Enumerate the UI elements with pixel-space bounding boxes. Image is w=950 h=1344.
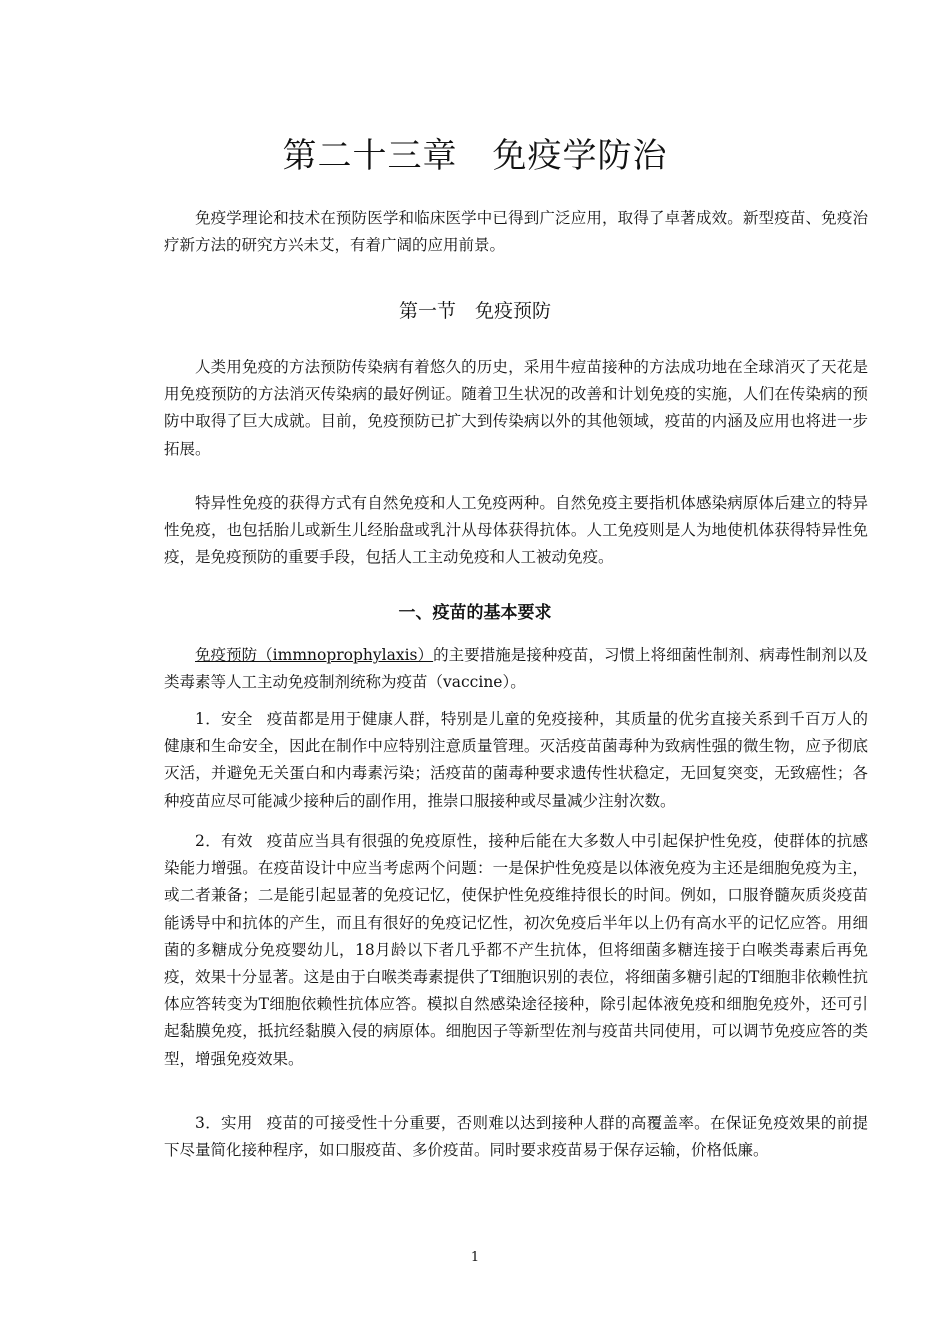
requirement-text: 疫苗都是用于健康人群，特别是儿童的免疫接种，其质量的优劣直接关系到千百万人的健康和生命安全，因此在制作中应特别注意质量管理。灭活疫苗菌毒种为致病性强的微生物，应予彻底灭活，并避免无关蛋白和内毒素污染；活疫苗的菌毒种要求遗传性状稳定，无回复突变，无致癌性；各种疫苗应尽可能减少接种后的副作用，推崇口服接种或尽量减少注射次数。 (164, 710, 868, 810)
vaccine-intro-text: 的主要措施是接种疫苗，习惯上将细菌性制剂、病毒性制剂以及类毒素等人工主动免疫制剂统称为疫苗（vaccine）。 (164, 646, 869, 692)
intro-paragraph: 免疫学理论和技术在预防医学和临床医学中已得到广泛应用，取得了卓著成效。新型疫苗、免疫治疗新方法的研究方兴未艾，有着广阔的应用前景。 (164, 209, 868, 255)
section-paragraph-2: 特异性免疫的获得方式有自然免疫和人工免疫两种。自然免疫主要指机体感染病原体后建立的特异性免疫，也包括胎儿或新生儿经胎盘或乳汁从母体获得抗体。人工免疫则是人为地使机体获得特异性免疫，是免疫预防的重要手段，包括人工主动免疫和人工被动免疫。 (164, 494, 868, 567)
requirement-heading: 1．安全 (195, 710, 253, 728)
requirement-heading: 2．有效 (195, 832, 253, 850)
requirement-heading: 3．实用 (195, 1114, 253, 1132)
section-paragraph-1: 人类用免疫的方法预防传染病有着悠久的历史，采用牛痘苗接种的方法成功地在全球消灭了天花是用免疫预防的方法消灭传染病的最好例证。随着卫生状况的改善和计划免疫的实施，人们在传染病的预防中取得了巨大成就。目前，免疫预防已扩大到传染病以外的其他领域，疫苗的内涵及应用也将进一步拓展。 (164, 358, 868, 458)
requirement-efficacy (164, 828, 868, 1073)
chapter-title: 第二十三章 免疫学防治 (282, 136, 668, 176)
vaccine-intro-paragraph (164, 642, 868, 696)
requirement-safety (164, 706, 868, 815)
section-title: 第一节 免疫预防 (398, 300, 551, 322)
requirement-text: 疫苗的可接受性十分重要，否则难以达到接种人群的高覆盖率。在保证免疫效果的前提下尽量简化接种程序，如口服疫苗、多价疫苗。同时要求疫苗易于保存运输，价格低廉。 (164, 1114, 868, 1160)
subsection-title: 一、疫苗的基本要求 (398, 603, 552, 623)
page-number: 1 (470, 1250, 480, 1265)
requirement-practicality (164, 1110, 868, 1164)
immunoprophylaxis-term: 免疫预防（immnoprophylaxis） (195, 646, 434, 664)
requirement-text: 疫苗应当具有很强的免疫原性，接种后能在大多数人中引起保护性免疫，使群体的抗感染能力增强。在疫苗设计中应当考虑两个问题：一是保护性免疫是以体液免疫为主还是细胞免疫为主，或二者兼备；二是能引起显著的免疫记忆，使保护性免疫维持很长的时间。例如，口服脊髓灰质炎疫苗能诱导中和抗体的产生，而且有很好的免疫记忆性，初次免疫后半年以上仍有高水平的记忆应答。用细菌的多糖成分免疫婴幼儿，18月龄以下者几乎都不产生抗体，但将细菌多糖连接于白喉类毒素后再免疫，效果十分显著。这是由于白喉类毒素提供了T细胞识别的表位，将细菌多糖引起的T细胞非依赖性抗体应答转变为T细胞依赖性抗体应答。模拟自然感染途径接种，除引起体液免疫和细胞免疫外，还可引起黏膜免疫，抵抗经黏膜入侵的病原体。细胞因子等新型佐剂与疫苗共同使用，可以调节免疫应答的类型，增强免疫效果。 (164, 832, 868, 1068)
